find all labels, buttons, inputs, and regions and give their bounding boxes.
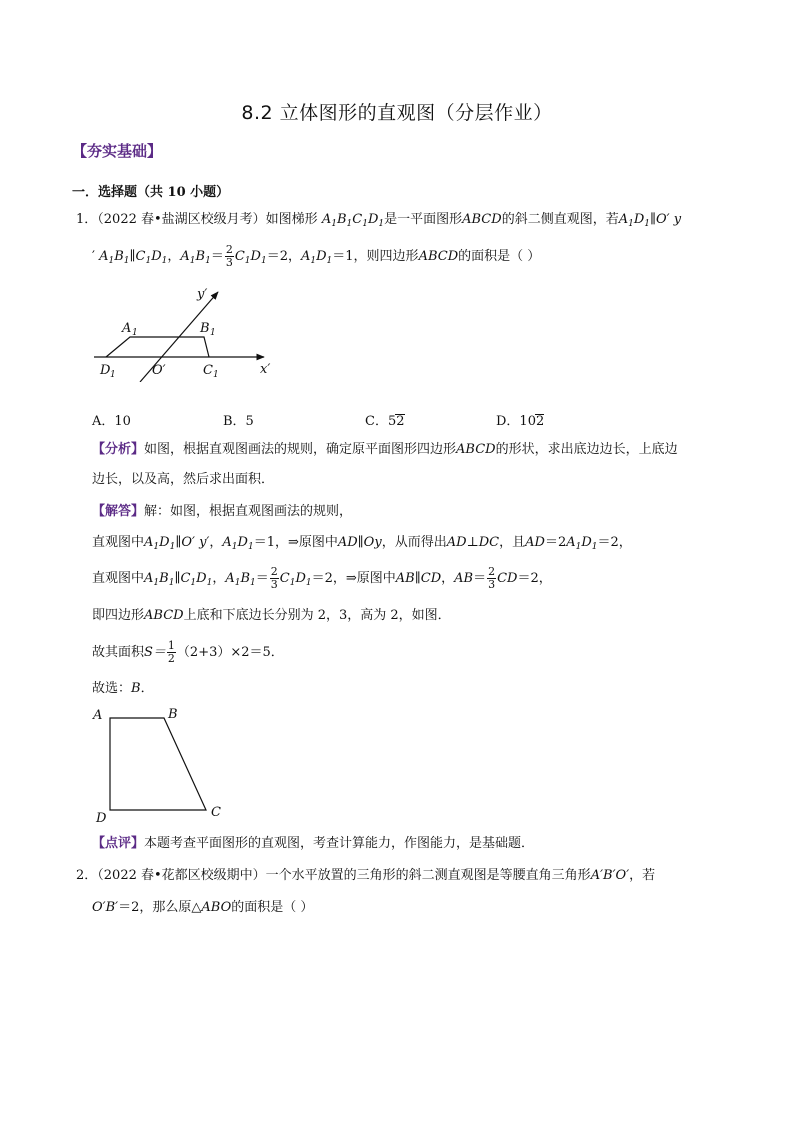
q1-stem-line1: 1．（2022 春•盐湖区校级月考）如图梯形 $A_1B_1C_1D_1$是一平面图形ABCD的斜二侧直观图，若$A_1D_1\parallel O'$ y (76, 212, 682, 229)
page-title: 8.2 立体图形的直观图（分层作业） (241, 102, 553, 124)
section-label: 【夯实基础】 (72, 142, 163, 160)
label-A1: A (122, 321, 132, 336)
label-O: O′ (152, 363, 166, 378)
q2-stem-line1: 2．（2022 春•花都区校级期中）一个水平放置的三角形的斜二测直观图是等腰直角三角形A′B′O′，若 (76, 868, 656, 883)
answer-line4: 即四边形ABCD上底和下底边长分别为 2，3，高为 2，如图． (92, 608, 451, 623)
svg-text:1: 1 (110, 370, 116, 380)
q2-stem-line2: O′B′＝2，那么原△ABO的面积是（ ） (92, 900, 314, 915)
fraction-2-3: $\frac{2}{3}$ (225, 243, 233, 269)
option-d[interactable]: D．102 (496, 414, 545, 429)
trapezoid-abcd (110, 718, 206, 810)
y-axis-label: y′ (197, 287, 208, 302)
q1-original-figure (88, 702, 238, 830)
answer-line5: 故其面积S＝ $\frac{1}{2}$ （2+3）×2＝5． (92, 639, 284, 665)
q1-stem-line2: ′ $A_1B_1\parallel C_1D_1$，$A_1B_1=$ $\frac{2}{3}$ $C_1D_1=2$，$A_1D_1=1$，则四边形ABCD的面积是（ ） (92, 243, 541, 269)
x-axis-label: x′ (260, 362, 271, 377)
q1-oblique-figure (88, 282, 278, 382)
label-C: C (211, 805, 221, 820)
label-D: D (96, 811, 107, 826)
label-B1: B (200, 321, 210, 336)
label-A: A (93, 708, 103, 723)
answer-line2: 直观图中$A_1D_1\parallel O'$ y′，$A_1D_1=1$，⇒原图中AD∥Oy，从而得出AD⊥DC，且$AD=2A_1D_1=2$， (92, 535, 632, 552)
label-C1: C (203, 363, 213, 378)
analysis-line1: 【分析】如图，根据直观图画法的规则，确定原平面图形四边形ABCD的形状，求出底边边长，上底边 (92, 442, 678, 457)
svg-text:1: 1 (132, 328, 138, 338)
answer-line6: 故选：B． (92, 681, 154, 696)
answer-line1: 【解答】解：如图，根据直观图画法的规则， (92, 504, 353, 519)
option-a[interactable]: A．10 (92, 414, 131, 429)
option-c[interactable]: C．52 (365, 414, 405, 429)
svg-text:1: 1 (210, 328, 216, 338)
label-D1: D (100, 363, 111, 378)
question-group-heading: 一．选择题（共 10 小题） (72, 185, 230, 200)
option-b[interactable]: B．5 (223, 414, 254, 429)
answer-line3: 直观图中$A_1B_1\parallel C_1D_1$，$A_1B_1=$ $\frac{2}{3}$ $C_1D_1=2$，⇒原图中AB∥CD，AB＝ $\frac{2}{3}$ CD＝2， (92, 565, 552, 591)
comment-line: 【点评】本题考查平面图形的直观图，考查计算能力，作图能力，是基础题． (92, 836, 535, 851)
svg-text:1: 1 (213, 370, 219, 380)
analysis-line2: 边长，以及高，然后求出面积． (92, 472, 275, 487)
trapezoid-outline (106, 337, 209, 357)
label-B: B (168, 707, 178, 722)
